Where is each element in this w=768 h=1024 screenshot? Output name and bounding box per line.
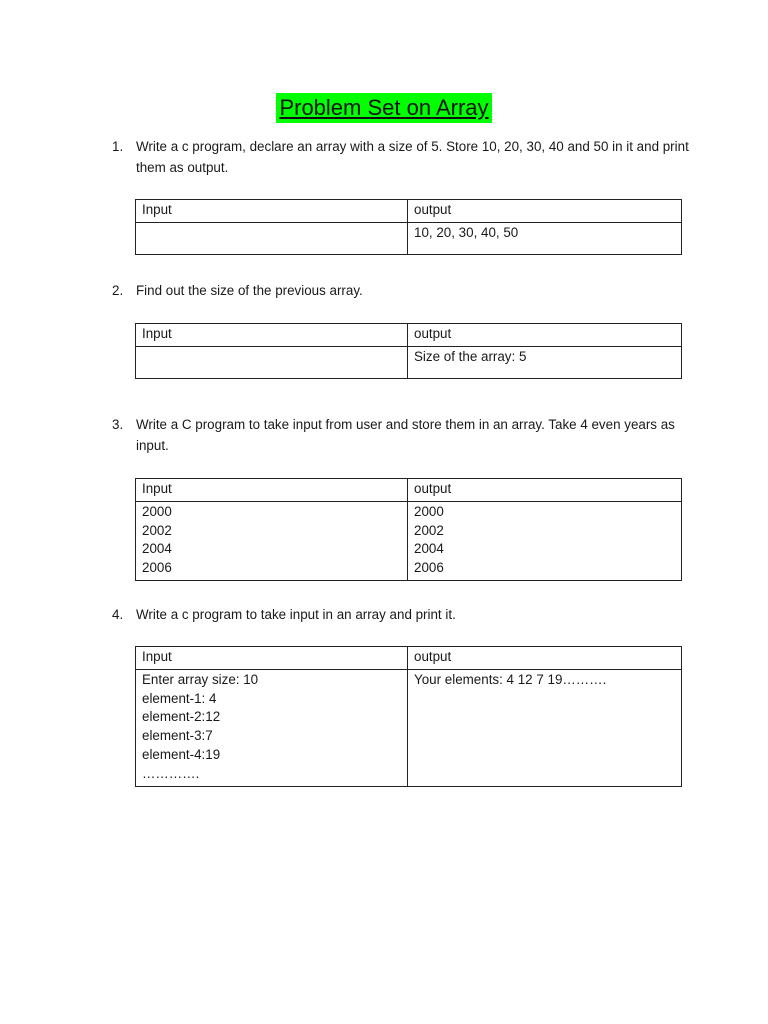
problem-3-table xyxy=(135,478,682,581)
problem-number: 1. xyxy=(112,139,124,154)
page-title: Problem Set on Array xyxy=(276,93,491,123)
output-cell xyxy=(408,346,682,378)
input-cell xyxy=(136,669,408,786)
input-line: element-2:12 xyxy=(142,709,221,725)
problem-number: 2. xyxy=(112,283,124,298)
problem-3-question xyxy=(112,415,692,456)
output-line: 10, 20, 30, 40, 50 xyxy=(414,224,519,240)
input-header: Input xyxy=(136,647,408,670)
problem-text: Find out the size of the previous array. xyxy=(136,283,363,298)
problem-2-question xyxy=(112,281,692,302)
input-header: Input xyxy=(136,479,408,502)
problem-1-table xyxy=(135,199,682,255)
problem-2-table xyxy=(135,323,682,379)
output-cell xyxy=(408,501,682,580)
input-line: …………. xyxy=(142,765,200,781)
output-cell xyxy=(408,669,682,786)
problem-4-question xyxy=(112,605,692,626)
problem-number: 3. xyxy=(112,417,124,432)
input-cell xyxy=(136,346,408,378)
input-line: 2004 xyxy=(142,541,172,557)
problem-1-question xyxy=(112,137,692,178)
input-header: Input xyxy=(136,200,408,223)
output-line: 2004 xyxy=(414,541,444,557)
output-header: output xyxy=(408,200,682,223)
problem-text: Write a c program to take input in an array and print it. xyxy=(136,607,456,622)
output-line: 2000 xyxy=(414,503,444,519)
input-line: 2002 xyxy=(142,522,172,538)
table-row xyxy=(136,222,682,254)
problem-text: Write a C program to take input from user and store them in an array. Take 4 even years as input. xyxy=(136,417,675,453)
input-line: element-4:19 xyxy=(142,746,221,762)
input-line: 2000 xyxy=(142,503,172,519)
table-row xyxy=(136,501,682,580)
table-header-row xyxy=(136,200,682,223)
output-header: output xyxy=(408,324,682,347)
input-line: 2006 xyxy=(142,560,172,576)
problem-4-table xyxy=(135,646,682,787)
output-line: 2006 xyxy=(414,560,444,576)
output-line: Size of the array: 5 xyxy=(414,348,527,364)
input-line: Enter array size: 10 xyxy=(142,671,259,687)
output-line: 2002 xyxy=(414,522,444,538)
problem-number: 4. xyxy=(112,607,124,622)
table-row xyxy=(136,669,682,786)
input-cell xyxy=(136,222,408,254)
table-row xyxy=(136,346,682,378)
output-header: output xyxy=(408,479,682,502)
output-line: Your elements: 4 12 7 19………. xyxy=(414,671,607,687)
title-wrap xyxy=(0,93,768,123)
input-line: element-1: 4 xyxy=(142,690,217,706)
input-line: element-3:7 xyxy=(142,728,213,744)
table-header-row xyxy=(136,647,682,670)
output-cell xyxy=(408,222,682,254)
input-cell xyxy=(136,501,408,580)
output-header: output xyxy=(408,647,682,670)
table-header-row xyxy=(136,324,682,347)
problem-text: Write a c program, declare an array with a size of 5. Store 10, 20, 30, 40 and 50 in it and print them as output. xyxy=(136,139,689,175)
table-header-row xyxy=(136,479,682,502)
input-header: Input xyxy=(136,324,408,347)
